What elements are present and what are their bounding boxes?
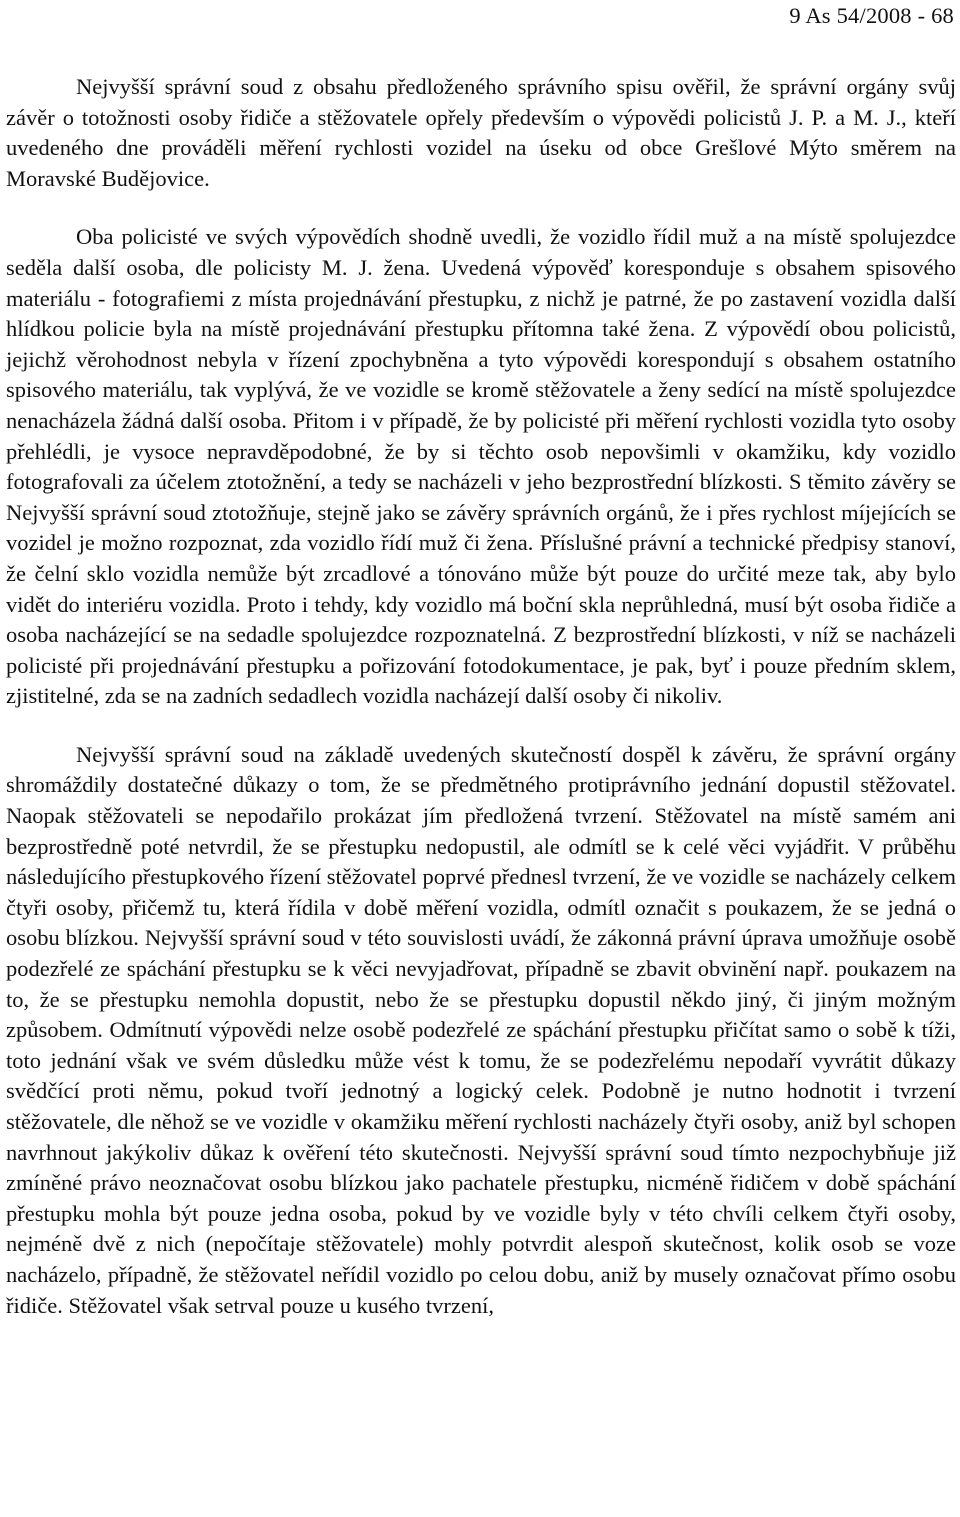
document-body <box>6 72 956 1321</box>
paragraph-3: Nejvyšší správní soud na základě uvedených skutečností dospěl k závěru, že správní orgány shromáždily dostatečné důkazy o tom, že se předmětného protiprávního jednání dopustil stěžovatel. Naopak stěžovateli se nepodařilo prokázat jím předložená tvrzení. Stěžovatel na místě samém ani bezprostředně poté netvrdil, že se přestupku nedopustil, ale odmítl se k celé věci vyjádřit. V průběhu následujícího přestupkového řízení stěžovatel poprvé přednesl tvrzení, že ve vozidle se nacházely celkem čtyři osoby, přičemž tu, která řídila v době měření vozidla, odmítl označit s poukazem, že se jedná o osobu blízkou. Nejvyšší správní soud v této souvislosti uvádí, že zákonná právní úprava umožňuje osobě podezřelé ze spáchání přestupku se k věci nevyjadřovat, případně se zbavit obvinění např. poukazem na to, že se přestupku nemohla dopustit, nebo že se přestupku dopustil někdo jiný, či jiným možným způsobem. Odmítnutí výpovědi nelze osobě podezřelé ze spáchání přestupku přičítat samo o sobě k tíži, toto jednání však ve svém důsledku může vést k tomu, že se podezřelému nepodaří vyvrátit důkazy svědčící proti němu, pokud tvoří jednotný a logický celek. Podobně je nutno hodnotit i tvrzení stěžovatele, dle něhož se ve vozidle v okamžiku měření rychlosti nacházely čtyři osoby, aniž byl schopen navrhnout jakýkoliv důkaz k ověření této skutečnosti. Nejvyšší správní soud tímto nezpochybňuje již zmíněné právo neoznačovat osobu blízkou jako pachatele přestupku, nicméně řidičem v době spáchání přestupku mohla být pouze jedna osoba, pokud by ve vozidle byly v této chvíli celkem čtyři osoby, nejméně dvě z nich (nepočítaje stěžovatele) mohly potvrdit alespoň skutečnost, kolik osob se voze nacházelo, případně, že stěžovatel neřídil vozidlo po celou dobu, aniž by musely označovat přímo osobu řidiče. Stěžovatel však setrval pouze u kusého tvrzení, <box>6 741 956 1318</box>
paragraph-1: Nejvyšší správní soud z obsahu předloženého správního spisu ověřil, že správní orgány svůj závěr o totožnosti osoby řidiče a stěžovatele opřely především o výpovědi policistů J. P. a M. J., kteří uvedeného dne prováděli měření rychlosti vozidel na úseku od obce Grešlové Mýto směrem na Moravské Budějovice. <box>6 74 956 191</box>
case-number-header: 9 As 54/2008 - 68 <box>789 3 954 28</box>
paragraph-2: Oba policisté ve svých výpovědích shodně uvedli, že vozidlo řídil muž a na místě spolujezdce seděla další osoba, dle policisty M. J. žena. Uvedená výpověď koresponduje s obsahem spisového materiálu - fotografiemi z místa projednávání přestupku, z nichž je patrné, že po zastavení vozidla další hlídkou policie byla na místě projednávání přestupku přítomna také žena. Z výpovědí obou policistů, jejichž věrohodnost nebyla v řízení zpochybněna a tyto výpovědi korespondují s obsahem ostatního spisového materiálu, tak vyplývá, že ve vozidle se kromě stěžovatele a ženy sedící na místě spolujezdce nenacházela žádná další osoba. Přitom i v případě, že by policisté při měření rychlosti vozidla tyto osoby přehlédli, je vysoce nepravděpodobné, že by si těchto osob nepovšimli v okamžiku, kdy vozidlo fotografovali za účelem ztotožnění, a tedy se nacházeli v jeho bezprostřední blízkosti. S těmito závěry se Nejvyšší správní soud ztotožňuje, stejně jako se závěry správních orgánů, že i přes rychlost míjejících se vozidel je možno rozpoznat, zda vozidlo řídí muž či žena. Příslušné právní a technické předpisy stanoví, že čelní sklo vozidla nemůže být zrcadlové a tónováno může být pouze do určité meze tak, aby bylo vidět do interiéru vozidla. Proto i tehdy, kdy vozidlo má boční skla neprůhledná, musí být osoba řidiče a osoba nacházející se na sedadle spolujezdce rozpoznatelná. Z bezprostřední blízkosti, v níž se nacházeli policisté při projednávání přestupku a pořizování fotodokumentace, je pak, byť i pouze předním sklem, zjistitelné, zda se na zadních sedadlech vozidla nacházejí další osoby či nikoliv. <box>6 224 956 709</box>
